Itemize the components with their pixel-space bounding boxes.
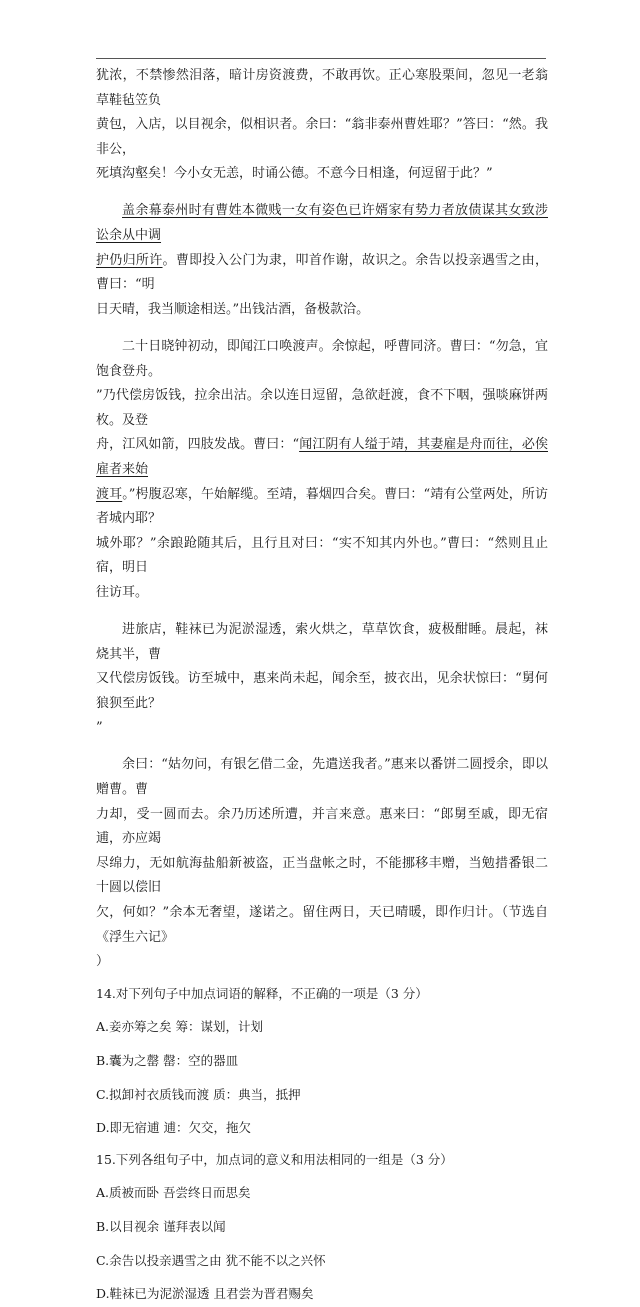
text-line: 余曰：“姑勿问，有银乞借二金，先遣送我者。”惠来以番饼二圆授余，即以赠曹。曹 (96, 757, 548, 798)
text-line: 黄包，入店，以目视余，似相识者。余曰：“翁非泰州曹姓耶？”答曰：“然。我非公， (96, 117, 548, 157)
passage-paragraph-2 (96, 199, 548, 322)
underlined-sentence: 盖余幕泰州时有曹姓本微贱一女有姿色已许婿家有势力者放债谋其女致涉讼余从中调 (96, 203, 548, 244)
text-line: 二十日晓钟初动，即闻江口唤渡声。余惊起，呼曹同济。曹曰：“勿急，宜饱食登舟。 (96, 338, 548, 379)
passage-paragraph-5 (96, 753, 548, 974)
text-line: 死填沟壑矣！今小女无恙，时诵公德。不意今日相逢，何逗留于此？” (96, 166, 493, 182)
question-15 (96, 1148, 548, 1307)
underlined-sentence: 闻江阴有人缢于靖，其妻雇是舟而往，必俟雇者来始 (96, 437, 548, 477)
text-line: 力却，受一圆而去。余乃历述所遭，并言来意。惠来曰：“郎舅至戚，即无宿逋，亦应竭 (96, 806, 548, 847)
question-stem: 14.对下列句子中加点词语的解释，不正确的一项是（3 分） (96, 985, 428, 1001)
text-run: 。曹即投入公门为隶，叩首作谢，故识之。余告以投亲遇雪之由，曹曰：“明 (96, 252, 548, 293)
option-d: D.即无宿逋 逋：欠交，拖欠 (96, 1120, 252, 1136)
option-c: C.拟卸衬衣质钱而渡 质：典当，抵押 (96, 1086, 301, 1102)
text-line: 又代偿房饭钱。访至城中，惠来尚未起，闻余至，披衣出，见余状惊曰：“舅何狼狈至此？ (96, 671, 548, 711)
passage-paragraph-3 (96, 335, 548, 606)
option-b: B.囊为之罄 罄：空的器皿 (96, 1052, 239, 1068)
option-a: A.妾亦筹之矣 筹：谋划，计划 (96, 1019, 263, 1035)
text-line: 日天晴，我当顺途相送。”出钱沽酒，备极款洽。 (96, 301, 370, 317)
passage-paragraph-4 (96, 618, 548, 741)
text-line: 往访耳。 (96, 584, 149, 600)
question-stem: 15.下列各组句子中，加点词的意义和用法相同的一组是（3 分） (96, 1151, 453, 1167)
text-run: 舟，江风如箭，四肢发战。曹曰：“ (96, 437, 300, 453)
question-14 (96, 982, 548, 1141)
text-line: 尽绵力，无如航海盐船新被盗，正当盘帐之时，不能挪移丰赠，当勉措番银二十圆以偿旧 (96, 855, 548, 896)
option-d: D.鞋袜已为泥淤湿透 且君尝为晋君赐矣 (96, 1286, 314, 1302)
text-line (96, 483, 548, 532)
text-run: 。”枵腹忍寒，午始解缆。至靖，暮烟四合矣。曹曰：“靖有公堂两处，所访者城内耶？ (96, 486, 548, 527)
text-line (96, 249, 548, 298)
text-line: 犹浓，不禁惨然泪落，暗计房资渡费，不敢再饮。正心寒股栗间，忽见一老翁草鞋毡笠负 (96, 68, 548, 108)
option-b: B.以目视余 谨拜表以闻 (96, 1218, 226, 1234)
text-line: 欠，何如？”余本无奢望，遂诺之。留住两日，天已晴暖，即作归计。（节选自《浮生六记》 (96, 905, 548, 945)
text-line (96, 433, 548, 482)
underlined-sentence: 护仍归所许 (96, 252, 163, 268)
text-line (96, 199, 548, 248)
text-line: 城外耶？”余踉跄随其后，且行且对曰：“实不知其内外也。”曹曰：“然则且止宿，明日 (96, 535, 548, 576)
text-line: ”乃代偿房饭钱，拉余出沽。余以连日逗留，急欲赶渡，食不下咽，强啖麻饼两枚。及登 (96, 388, 548, 428)
underlined-sentence: 渡耳 (96, 486, 123, 502)
passage-paragraph-1 (96, 64, 548, 187)
text-line: 进旅店，鞋袜已为泥淤湿透，索火烘之，草草饮食，疲极酣睡。晨起，袜烧其半，曹 (96, 621, 548, 662)
header-rule (96, 58, 546, 59)
text-line: ” (96, 720, 103, 736)
option-a: A.质被而卧 吾尝终日而思矣 (96, 1185, 251, 1201)
option-c: C.余告以投亲遇雪之由 犹不能不以之兴怀 (96, 1252, 326, 1268)
document-body (96, 64, 548, 1307)
text-line: ） (96, 954, 110, 970)
